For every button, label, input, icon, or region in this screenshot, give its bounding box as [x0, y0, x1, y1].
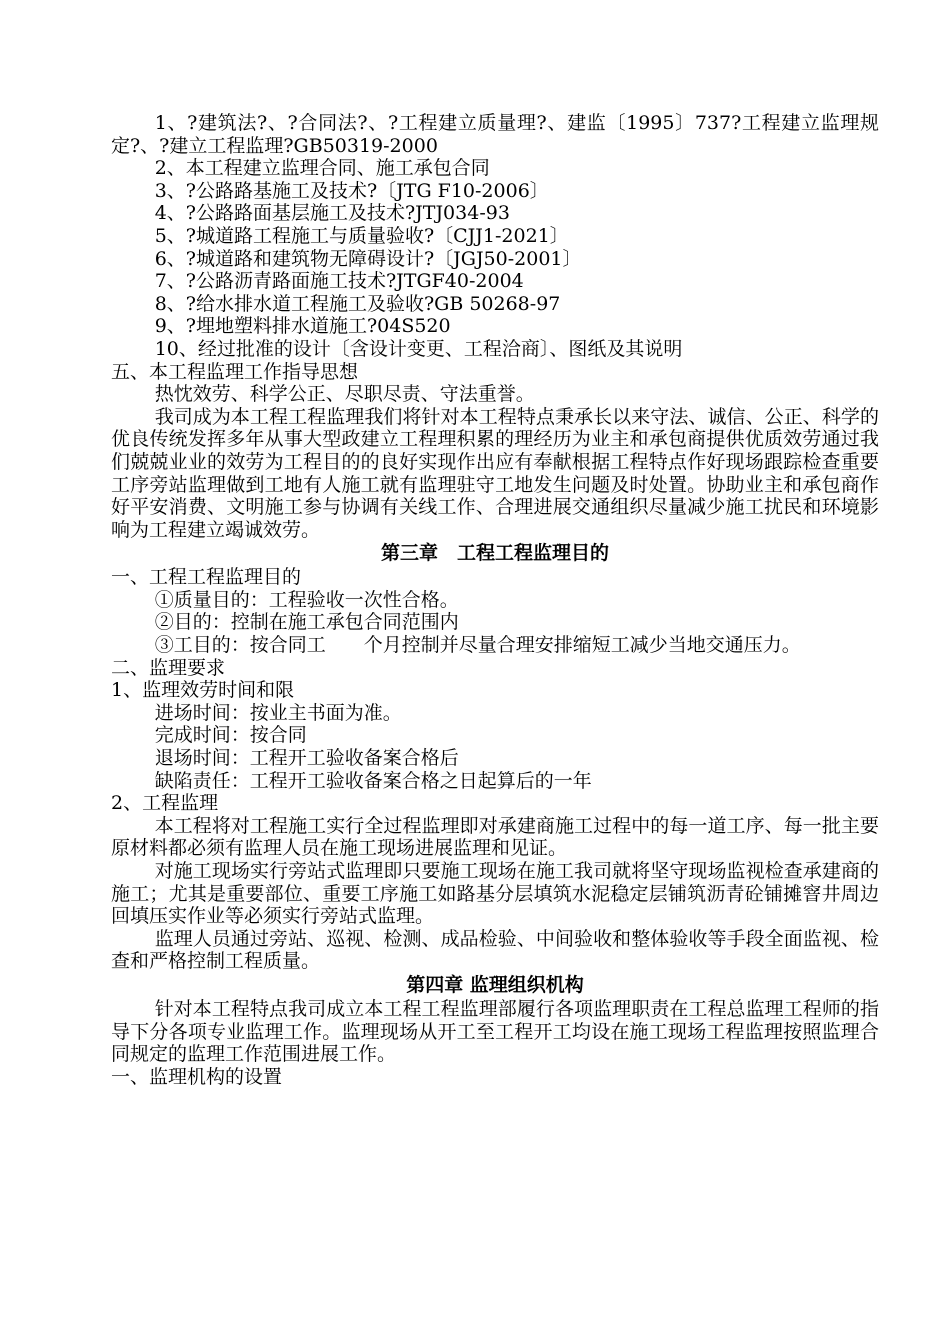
chapter-3-title: 第三章 工程工程监理目的 [380, 542, 609, 565]
exit-time: 退场时间：工程开工验收备案合格后 [154, 747, 459, 770]
reference-item-3: 3、?公路路基施工及技术?〔JTG F10-2006〕 [154, 179, 549, 202]
reference-item-9: 9、?埋地塑料排水道施工?04S520 [154, 315, 451, 338]
quality-goal: ①质量目的：工程验收一次性合格。 [154, 588, 459, 611]
section-5-motto: 热忱效劳、科学公正、尽职尽责、守法重誉。 [154, 383, 535, 406]
defect-liability: 缺陷责任：工程开工验收备案合格之日起算后的一年 [154, 769, 592, 792]
section-5-heading: 五、本工程监理工作指导思想 [111, 360, 359, 383]
section-5-body: 我司成为本工程工程监理我们将针对本工程特点秉承长以来守法、诚信、公正、科学的优良传统发挥多年从事大型政建立工程理积累的理经历为业主和承包商提供优质效劳通过我们兢兢业业的效劳为工程目的的良好实现作出应有奉献根据工程特点作好现场跟踪检查重要工序旁站监理做到工地有人施工就有监理驻守工地发生问题及时处置。协助业主和承包商作好平安消费、文明施工参与协调有关线工作、合理进展交通组织尽量减少施工扰民和环境影响为工程建立竭诚效劳。 [111, 405, 879, 541]
reference-item-2: 2、本工程建立监理合同、施工承包合同 [154, 157, 490, 180]
reference-item-8: 8、?给水排水道工程施工及验收?GB 50268-97 [154, 292, 561, 315]
supervision-paragraph-3: 监理人员通过旁站、巡视、检测、成品检验、中间验收和整体验收等手段全面监视、检查和严格控制工程质量。 [111, 927, 879, 973]
chapter-4-title: 第四章 监理组织机构 [406, 973, 584, 996]
entry-time: 进场时间：按业主书面为准。 [154, 701, 402, 724]
schedule-goal: ③工目的：按合同工 个月控制并尽量合理安排缩短工减少当地交通压力。 [154, 634, 801, 657]
supervision-paragraph-2: 对施工现场实行旁站式监理即只要施工现场在施工我司就将坚守现场监视检查承建商的施工；尤其是重要部位、重要工序施工如路基分层填筑水泥稳定层铺筑沥青砼铺摊窨井周边回填压实作业等必须实行旁站式监理。 [111, 860, 879, 928]
chapter-4-body: 针对本工程特点我司成立本工程工程监理部履行各项监理职责在工程总监理工程师的指导下分各项专业监理工作。监理现场从开工至工程开工均设在施工现场工程监理按照监理合同规定的监理工作范围进展工作。 [111, 997, 879, 1066]
chapter-4-section-1-heading: 一、监理机构的设置 [111, 1065, 283, 1088]
service-period-heading: 1、监理效劳时间和限 [111, 679, 295, 702]
document-body [111, 112, 879, 1088]
reference-item-4: 4、?公路路面基层施工及技术?JTJ034-93 [154, 202, 510, 225]
reference-item-7: 7、?公路沥青路面施工技术?JTGF40-2004 [154, 270, 524, 293]
supervision-paragraph-1: 本工程将对工程施工实行全过程监理即对承建商施工过程中的每一道工序、每一批主要原材料都必须有监理人员在施工现场进展监理和见证。 [111, 814, 879, 860]
reference-item-1: 1、?建筑法?、?合同法?、?工程建立质量理?、建监〔1995〕737?工程建立监理规定?、?建立工程监理?GB50319-2000 [111, 112, 879, 157]
reference-item-5: 5、?城道路工程施工与质量验收?〔CJJ1-2021〕 [154, 224, 569, 247]
chapter-3-section-1-heading: 一、工程工程监理目的 [111, 566, 302, 589]
reference-item-10: 10、经过批准的设计〔含设计变更、工程洽商〕、图纸及其说明 [154, 337, 683, 360]
project-supervision-heading: 2、工程监理 [111, 792, 219, 815]
chapter-3-section-2-heading: 二、监理要求 [111, 656, 226, 679]
completion-time: 完成时间：按合同 [154, 724, 307, 747]
reference-item-6: 6、?城道路和建筑物无障碍设计?〔JGJ50-2001〕 [154, 247, 582, 270]
cost-goal: ②目的：控制在施工承包合同范围内 [154, 611, 459, 634]
